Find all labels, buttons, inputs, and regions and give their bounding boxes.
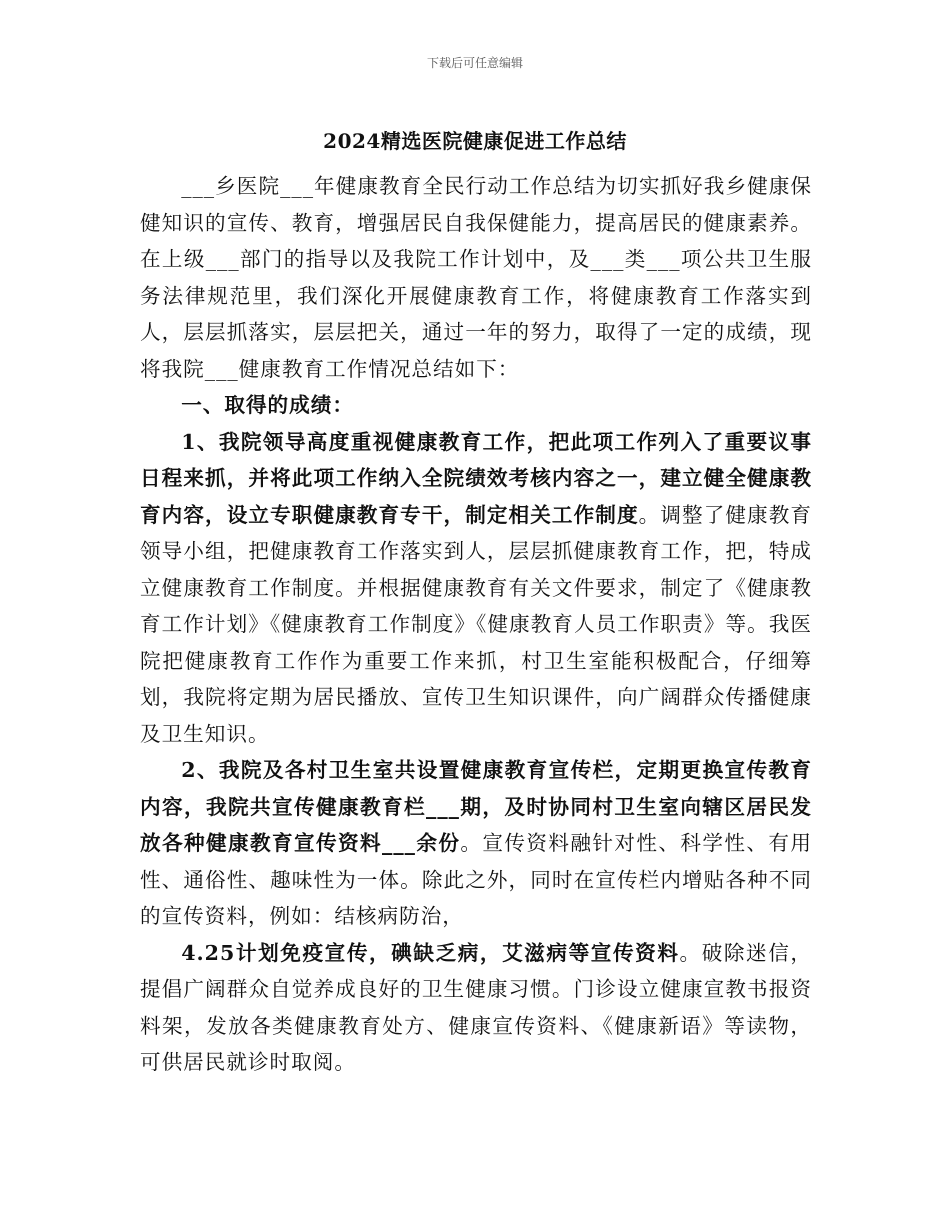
header-note: 下载后可任意编辑 [426, 56, 523, 70]
paragraph-item-1-text: 。调整了健康教育领导小组，把健康教育工作落实到人，层层抓健康教育工作，把，特成立健康教育工作制度。并根据健康教育有关文件要求，制定了《健康教育工作计划》《健康教育工作制度》《健康教育人员工作职责》等。我医院把健康教育工作作为重要工作来抓，村卫生室能积极配合，仔细筹划，我院将定期为居民播放、宣传卫生知识课件，向广阔群众传播健康及卫生知识。 [140, 502, 813, 746]
paragraph-item-1 [140, 424, 812, 753]
document-body [140, 168, 812, 1081]
paragraph-item-3-text: 。破除迷信，提倡广阔群众自觉养成良好的卫生健康习惯。门诊设立健康宣教书报资料架，发放各类健康教育处方、健康宣传资料、《健康新语》等读物，可供居民就诊时取阅。 [140, 940, 813, 1074]
paragraph-item-3-bold: 4.25计划免疫宣传，碘缺乏病，艾滋病等宣传资料 [181, 940, 680, 965]
document-title: 2024精选医院健康促进工作总结 [323, 129, 627, 153]
section-heading-achievements: 一、取得的成绩： [181, 393, 354, 417]
paragraph-item-2 [140, 752, 812, 935]
intro-paragraph: ___乡医院___年健康教育全民行动工作总结为切实抓好我乡健康保健知识的宣传、教育，增强居民自我保健能力，提高居民的健康素养。在上级___部门的指导以及我院工作计划中，及___类___项公共卫生服务法律规范里，我们深化开展健康教育工作，将健康教育工作落实到人，层层抓落实，层层把关，通过一年的努力，取得了一定的成绩，现将我院___健康教育工作情况总结如下： [140, 174, 812, 381]
paragraph-item-1-bold: 1、我院领导高度重视健康教育工作，把此项工作列入了重要议事日程来抓，并将此项工作纳入全院绩效考核内容之一，建立健全健康教育内容，设立专职健康教育专干，制定相关工作制度 [140, 429, 812, 527]
paragraph-item-2-text: 。宣传资料融针对性、科学性、有用性、通俗性、趣味性为一体。除此之外，同时在宣传栏内增贴各种不同的宣传资料，例如：结核病防治， [140, 831, 813, 928]
paragraph-item-3 [140, 935, 812, 1081]
paragraph-item-2-bold: 2、我院及各村卫生室共设置健康教育宣传栏，定期更换宣传教育内容，我院共宣传健康教育栏___期，及时协同村卫生室向辖区居民发放各种健康教育宣传资料___余份 [140, 758, 812, 855]
